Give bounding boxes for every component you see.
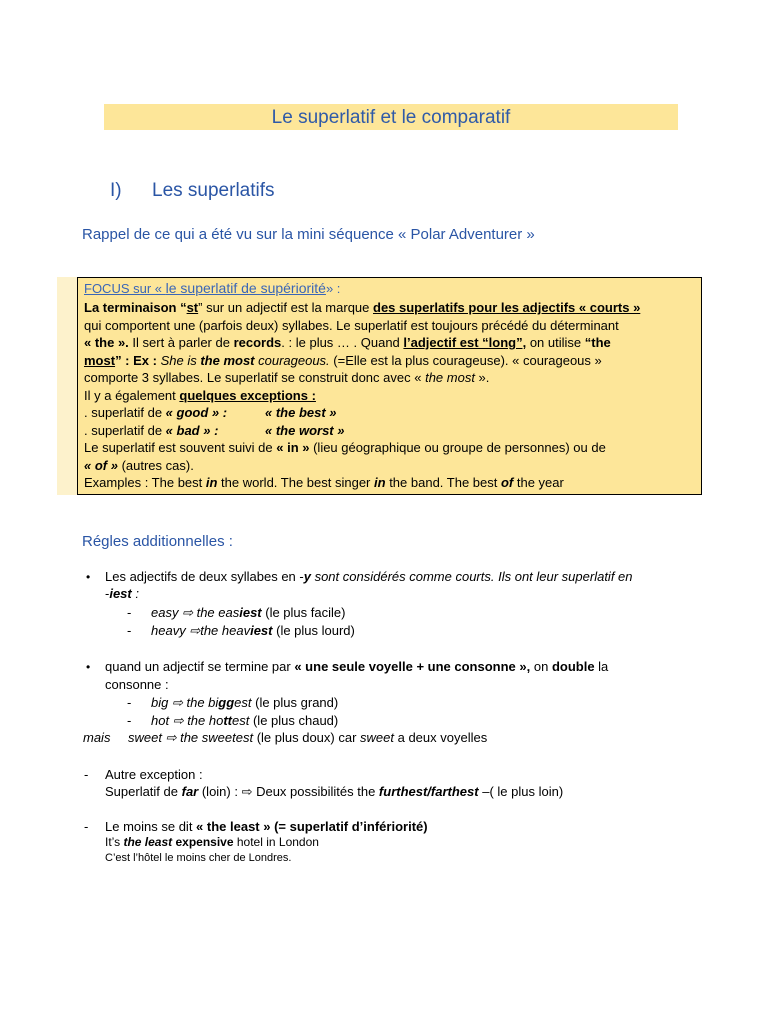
text: in [374, 475, 386, 490]
focus-line-8 [84, 422, 218, 440]
rule2-mais-example [128, 729, 487, 746]
text: furthest/farthest [378, 784, 479, 799]
text: st [186, 300, 199, 315]
text: expensive [175, 835, 234, 849]
text: gg [218, 695, 235, 710]
text: (le plus grand) [251, 695, 339, 710]
text: hot [151, 713, 170, 728]
focus-edge [57, 277, 77, 495]
dash: - [127, 713, 132, 728]
text: Le moins se dit [105, 819, 197, 834]
rule2-line2: consonne : [105, 677, 169, 692]
focus-line-4 [84, 352, 602, 370]
text: Le superlatif est souvent suivi de [84, 440, 277, 455]
text: iest [250, 623, 273, 638]
focus-line-10 [84, 457, 194, 475]
focus-line-6 [84, 387, 316, 405]
text: Examples : The best [84, 475, 206, 490]
text: sweet [360, 730, 394, 745]
focus-line-9 [84, 439, 606, 457]
text: « the best » [265, 405, 337, 420]
text: l’adjectif est “long”, [403, 335, 527, 350]
text: (le plus facile) [261, 605, 346, 620]
section-label: Les superlatifs [152, 180, 275, 201]
text: quand un adjectif se termine par [105, 659, 295, 674]
dash: - [127, 623, 132, 638]
dash: - [84, 819, 89, 834]
text: « the least » (= superlatif d’infériorité) [196, 819, 428, 834]
text: ⇨ the bi [168, 695, 219, 710]
focus-line-8-result [265, 422, 344, 440]
text: « in » [276, 440, 310, 455]
text: « good » : [165, 405, 228, 420]
text: ⇨the heav [185, 623, 251, 638]
text: sweet [128, 730, 162, 745]
text: est [232, 713, 250, 728]
text: . superlatif de [84, 422, 166, 438]
text: sont considérés comme courts. Ils ont leur superlatif en [310, 569, 633, 584]
rule2-line1 [105, 658, 608, 675]
text: the most [425, 370, 475, 385]
text: - [105, 586, 110, 601]
rule4-line2 [105, 834, 319, 851]
text: (autres cas). [117, 457, 194, 473]
text: records [233, 335, 282, 350]
rappel-line: Rappel de ce qui a été vu sur la mini séquence « Polar Adventurer » [82, 226, 535, 243]
text: easy [151, 605, 179, 620]
focus-title-main: le superlatif de supériorité [165, 280, 326, 296]
text: ». [474, 370, 490, 385]
rule1-example2 [151, 622, 355, 639]
focus-line-1 [84, 299, 640, 317]
text: the world. The best singer [217, 475, 375, 490]
text: ” : Ex : [115, 352, 161, 368]
text: est [234, 695, 252, 710]
text: Superlatif de [105, 784, 182, 799]
text: of [500, 475, 514, 490]
text: double [551, 659, 595, 674]
text: la [594, 659, 609, 674]
rule1-line1 [105, 568, 633, 585]
text: the year [513, 475, 564, 490]
rule3-line2 [105, 783, 563, 800]
rule2-example1 [151, 694, 338, 711]
text: des superlatifs pour les adjectifs « courts » [373, 300, 641, 315]
bullet-icon: • [86, 660, 91, 674]
text: Il y a également [84, 387, 180, 403]
rule2-example2 [151, 712, 338, 729]
text: tt [223, 713, 233, 728]
text: (le plus chaud) [249, 713, 339, 728]
text: most [84, 352, 116, 368]
rule4-line3: C’est l’hôtel le moins cher de Londres. [105, 852, 292, 864]
dash: - [127, 695, 132, 710]
text: ” sur un adjectif est la marque [198, 300, 373, 315]
focus-line-7 [84, 404, 227, 422]
text: iest [109, 586, 132, 601]
rule1-line2 [105, 585, 139, 602]
focus-line-7-result [265, 404, 337, 422]
dash: - [127, 605, 132, 620]
text: ⇨ the eas [178, 605, 240, 620]
text: hotel in London [233, 835, 319, 849]
text: in [205, 475, 218, 490]
text: ⇨ the ho [169, 713, 224, 728]
text: Les adjectifs de deux syllabes en - [105, 569, 304, 584]
text: far [181, 784, 199, 799]
text: : [131, 586, 139, 601]
text: « of » [84, 457, 118, 473]
rule2-mais [83, 729, 110, 746]
text: a deux voyelles [393, 730, 488, 745]
focus-title-suffix: » : [325, 281, 341, 296]
text: La terminaison “ [84, 300, 187, 315]
text: « the ». [84, 335, 129, 350]
text: “the [584, 335, 611, 350]
focus-line-5 [84, 369, 489, 387]
dash: - [84, 767, 89, 782]
focus-title-prefix: FOCUS sur « [84, 281, 166, 296]
text: . superlatif de [84, 405, 166, 420]
text: courageous. [254, 352, 330, 368]
text: comporte 3 syllabes. Le superlatif se construit donc avec « [84, 370, 426, 385]
focus-box [77, 277, 702, 495]
text: (=Elle est la plus courageuse). « courageous » [329, 352, 602, 368]
rule3-line1: Autre exception : [105, 767, 203, 782]
text: (le plus doux) car [253, 730, 361, 745]
text: (lieu géographique ou groupe de personnes) ou de [309, 440, 606, 455]
section-heading [110, 180, 275, 202]
focus-title [84, 280, 340, 298]
text: « the worst » [265, 422, 345, 438]
bullet-icon: • [86, 570, 91, 584]
text: on utilise [526, 335, 585, 350]
page-title: Le superlatif et le comparatif [271, 107, 511, 128]
text: big [151, 695, 169, 710]
text: iest [239, 605, 262, 620]
text: –( le plus loin) [478, 784, 564, 799]
focus-line-2: qui comportent une (parfois deux) syllabes. Le superlatif est toujours précédé du déterminant [84, 317, 619, 333]
focus-line-11 [84, 474, 564, 492]
title-banner [104, 104, 678, 130]
focus-line-3 [84, 334, 611, 352]
rule1-example1 [151, 604, 345, 621]
text: . : le plus … . Quand [281, 335, 404, 350]
text: She is [160, 352, 201, 368]
text: « une seule voyelle + une consonne », [294, 659, 531, 674]
text: y [303, 569, 311, 584]
text: (loin) : ⇨ Deux possibilités the [198, 784, 379, 799]
text: « bad » : [165, 422, 219, 438]
text: Il sert à parler de [128, 335, 234, 350]
text: heavy [151, 623, 186, 638]
text: the most [200, 352, 255, 368]
text: quelques exceptions : [179, 387, 316, 403]
section-number: I) [110, 180, 122, 201]
text: mais [83, 730, 111, 745]
text: the least [123, 835, 173, 849]
text: on [530, 659, 552, 674]
text: (le plus lourd) [272, 623, 355, 638]
text: It’s [105, 835, 124, 849]
regles-heading: Régles additionnelles : [82, 533, 233, 550]
text: the band. The best [385, 475, 501, 490]
text: ⇨ the sweetest [161, 730, 254, 745]
rule4-line1 [105, 818, 428, 835]
